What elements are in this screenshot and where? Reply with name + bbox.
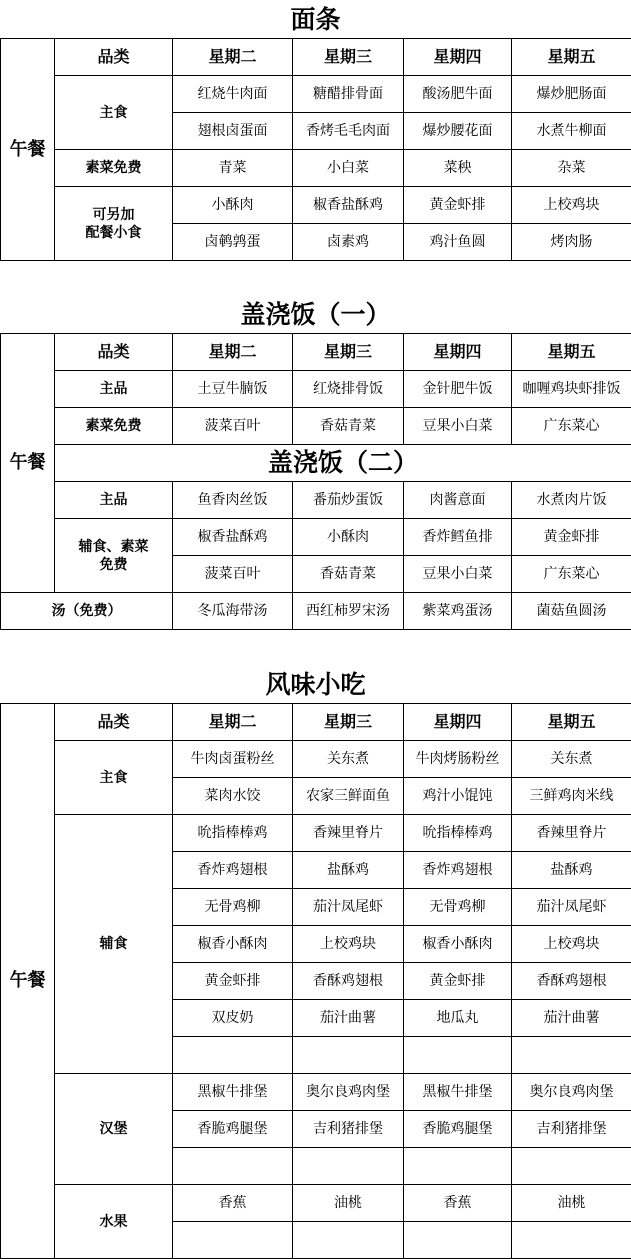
noodles-title: 面条 (290, 5, 341, 34)
menu-item: 香酥鸡翅根 (512, 963, 631, 1000)
meal-label: 午餐 (1, 334, 55, 593)
menu-item: 香辣里脊片 (512, 815, 631, 852)
menu-item: 西红柿罗宋汤 (293, 593, 404, 630)
header-thursday: 星期四 (404, 704, 512, 741)
menu-item: 咖喱鸡块虾排饭 (512, 371, 631, 408)
menu-item (512, 1148, 631, 1185)
header-tuesday: 星期二 (173, 334, 293, 371)
table-row (1, 1074, 631, 1111)
menu-item: 关东煮 (512, 741, 631, 778)
menu-item (293, 1222, 404, 1259)
menu-item: 盐酥鸡 (512, 852, 631, 889)
header-tuesday: 星期二 (173, 704, 293, 741)
menu-item: 上校鸡块 (512, 926, 631, 963)
menu-item: 鸡汁小馄饨 (404, 778, 512, 815)
header-tuesday: 星期二 (173, 39, 293, 76)
menu-item: 吉利猪排堡 (512, 1111, 631, 1148)
menu-item: 广东菜心 (512, 408, 631, 445)
menu-item: 酸汤肥牛面 (404, 76, 512, 113)
menu-item: 香炸鳕鱼排 (404, 519, 512, 556)
menu-item: 爆炒肥肠面 (512, 76, 631, 113)
menu-item: 香烤毛毛肉面 (293, 113, 404, 150)
menu-item: 番茄炒蛋饭 (293, 482, 404, 519)
menu-item: 水煮肉片饭 (512, 482, 631, 519)
menu-item: 双皮奶 (173, 1000, 293, 1037)
category-label-line: 免费 (99, 556, 128, 573)
table-row (1, 519, 631, 556)
menu-item (173, 1148, 293, 1185)
menu-item: 无骨鸡柳 (404, 889, 512, 926)
category-label: 主食 (55, 741, 173, 815)
menu-item: 黄金虾排 (173, 963, 293, 1000)
category-label: 水果 (55, 1185, 173, 1259)
header-friday: 星期五 (512, 334, 631, 371)
menu-item: 金针肥牛饭 (404, 371, 512, 408)
table-row (1, 482, 631, 519)
noodles-table (0, 38, 631, 261)
table-row (1, 39, 631, 76)
header-category: 品类 (55, 704, 173, 741)
snacks-title: 风味小吃 (265, 670, 366, 699)
menu-item: 关东煮 (293, 741, 404, 778)
menu-item: 香辣里脊片 (293, 815, 404, 852)
category-label (55, 187, 173, 261)
table-row (1, 1185, 631, 1222)
menu-item: 椒香小酥肉 (404, 926, 512, 963)
menu-item (404, 1037, 512, 1074)
rice-table (0, 333, 631, 630)
category-label-line: 配餐小食 (85, 224, 142, 241)
category-label-line: 可另加 (92, 206, 135, 223)
category-label: 辅食 (55, 815, 173, 1074)
menu-item: 黑椒牛排堡 (404, 1074, 512, 1111)
menu-item: 小酥肉 (173, 187, 293, 224)
header-wednesday: 星期三 (293, 704, 404, 741)
menu-item: 土豆牛腩饭 (173, 371, 293, 408)
rice-subtitle: 盖浇饭（二） (55, 445, 631, 482)
menu-item: 豆果小白菜 (404, 556, 512, 593)
menu-item: 冬瓜海带汤 (173, 593, 293, 630)
table-row (1, 445, 631, 482)
menu-item: 奥尔良鸡肉堡 (512, 1074, 631, 1111)
menu-item: 糖醋排骨面 (293, 76, 404, 113)
menu-item: 水煮牛柳面 (512, 113, 631, 150)
menu-item: 香蕉 (173, 1185, 293, 1222)
header-thursday: 星期四 (404, 334, 512, 371)
menu-item: 香菇青菜 (293, 408, 404, 445)
menu-item: 爆炒腰花面 (404, 113, 512, 150)
header-wednesday: 星期三 (293, 334, 404, 371)
menu-item: 茄汁凤尾虾 (293, 889, 404, 926)
category-label: 素菜免费 (55, 408, 173, 445)
menu-item: 紫菜鸡蛋汤 (404, 593, 512, 630)
menu-item: 广东菜心 (512, 556, 631, 593)
menu-item: 青菜 (173, 150, 293, 187)
menu-item: 卤素鸡 (293, 224, 404, 261)
menu-item: 香脆鸡腿堡 (404, 1111, 512, 1148)
menu-item: 茄汁曲薯 (293, 1000, 404, 1037)
menu-item: 吉利猪排堡 (293, 1111, 404, 1148)
category-label-line: 辅食、素菜 (78, 538, 149, 555)
menu-item: 香菇青菜 (293, 556, 404, 593)
header-friday: 星期五 (512, 704, 631, 741)
menu-item (512, 1037, 631, 1074)
menu-item: 上校鸡块 (512, 187, 631, 224)
menu-item: 黄金虾排 (404, 963, 512, 1000)
menu-item: 肉酱意面 (404, 482, 512, 519)
menu-item: 香酥鸡翅根 (293, 963, 404, 1000)
menu-item (293, 1037, 404, 1074)
menu-item: 椒香小酥肉 (173, 926, 293, 963)
menu-item: 杂菜 (512, 150, 631, 187)
table-row (1, 334, 631, 371)
menu-item: 油桃 (512, 1185, 631, 1222)
snacks-table (0, 703, 631, 1259)
menu-item: 茄汁凤尾虾 (512, 889, 631, 926)
meal-label: 午餐 (1, 39, 55, 261)
category-label (55, 519, 173, 593)
menu-item: 牛肉卤蛋粉丝 (173, 741, 293, 778)
header-category: 品类 (55, 334, 173, 371)
menu-item (173, 1037, 293, 1074)
table-row (1, 593, 631, 630)
header-category: 品类 (55, 39, 173, 76)
menu-item: 无骨鸡柳 (173, 889, 293, 926)
table-row (1, 815, 631, 852)
menu-item: 吮指棒棒鸡 (404, 815, 512, 852)
menu-item: 香蕉 (404, 1185, 512, 1222)
menu-item: 盐酥鸡 (293, 852, 404, 889)
menu-item: 菜秧 (404, 150, 512, 187)
table-row (1, 150, 631, 187)
menu-item: 卤鹌鹑蛋 (173, 224, 293, 261)
category-label: 主食 (55, 76, 173, 150)
menu-item: 菠菜百叶 (173, 556, 293, 593)
category-label: 素菜免费 (55, 150, 173, 187)
menu-item: 椒香盐酥鸡 (293, 187, 404, 224)
menu-item: 油桃 (293, 1185, 404, 1222)
menu-item (173, 1222, 293, 1259)
category-label: 主品 (55, 371, 173, 408)
menu-item: 烤肉肠 (512, 224, 631, 261)
menu-item: 小酥肉 (293, 519, 404, 556)
menu-item: 菜肉水饺 (173, 778, 293, 815)
menu-item: 香炸鸡翅根 (173, 852, 293, 889)
menu-item: 黑椒牛排堡 (173, 1074, 293, 1111)
menu-item: 鱼香肉丝饭 (173, 482, 293, 519)
menu-item: 地瓜丸 (404, 1000, 512, 1037)
table-row (1, 76, 631, 113)
menu-item (404, 1148, 512, 1185)
menu-item: 奥尔良鸡肉堡 (293, 1074, 404, 1111)
menu-item (512, 1222, 631, 1259)
table-row (1, 408, 631, 445)
menu-item: 红烧牛肉面 (173, 76, 293, 113)
menu-item: 香炸鸡翅根 (404, 852, 512, 889)
menu-item: 鸡汁鱼圆 (404, 224, 512, 261)
header-friday: 星期五 (512, 39, 631, 76)
menu-item: 椒香盐酥鸡 (173, 519, 293, 556)
table-row (1, 704, 631, 741)
menu-item: 菌菇鱼圆汤 (512, 593, 631, 630)
menu-item: 翅根卤蛋面 (173, 113, 293, 150)
rice-title: 盖浇饭（一） (240, 300, 391, 329)
table-row (1, 187, 631, 224)
menu-item: 黄金虾排 (404, 187, 512, 224)
menu-item: 黄金虾排 (512, 519, 631, 556)
menu-item: 豆果小白菜 (404, 408, 512, 445)
category-label: 汉堡 (55, 1074, 173, 1185)
menu-item (293, 1148, 404, 1185)
table-row (1, 741, 631, 778)
menu-item: 菠菜百叶 (173, 408, 293, 445)
table-row (1, 371, 631, 408)
soup-label: 汤（免费） (1, 593, 173, 630)
menu-item: 牛肉烤肠粉丝 (404, 741, 512, 778)
menu-item (404, 1222, 512, 1259)
menu-item: 香脆鸡腿堡 (173, 1111, 293, 1148)
meal-label: 午餐 (1, 704, 55, 1259)
menu-item: 小白菜 (293, 150, 404, 187)
menu-item: 茄汁曲薯 (512, 1000, 631, 1037)
header-thursday: 星期四 (404, 39, 512, 76)
category-label: 主品 (55, 482, 173, 519)
menu-item: 三鲜鸡肉米线 (512, 778, 631, 815)
menu-item: 红烧排骨饭 (293, 371, 404, 408)
menu-item: 吮指棒棒鸡 (173, 815, 293, 852)
menu-item: 上校鸡块 (293, 926, 404, 963)
menu-item: 农家三鲜面鱼 (293, 778, 404, 815)
header-wednesday: 星期三 (293, 39, 404, 76)
